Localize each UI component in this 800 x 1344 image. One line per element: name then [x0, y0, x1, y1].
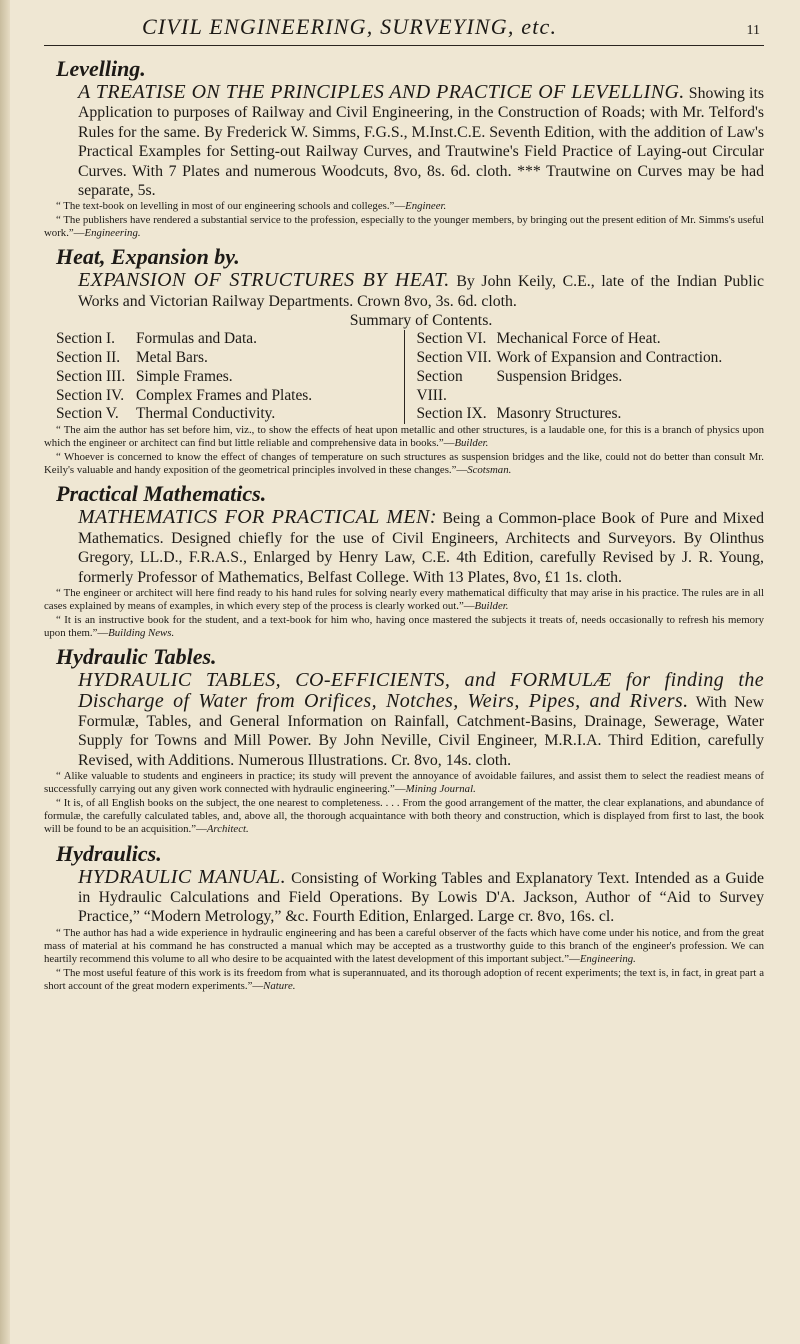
book-description: Being a Common-place Book of Pure and Mixed Mathematics. Designed chiefly for the use of Civil Engineers, Architects and Surveyors. By Olinthus Gregory, LL.D., F.R.A.S., Enlarged by Henry Law, C.E. 4th Edition, carefully Revised by J. R. Young, formerly Professor of Mathematics, Belfast College. With 13 Plates, 8vo, £1 1s. cloth. [78, 510, 764, 586]
section-name: Formulas and Data. [136, 330, 257, 348]
summary-heading: Summary of Contents. [349, 312, 493, 330]
review-text: “ Whoever is concerned to know the effect of changes of temperature on such structures as suspension bridges and the like, could not do better than consult Mr. Keily's valuable and handy exposition of the geometrical principles involved in these changes.”— [44, 450, 764, 477]
review-text: “ The aim the author has set before him, viz., to show the effects of heat upon metallic and other structures, is a laudable one, for this is a branch of physics upon which the engineer or architect can find but little reliable and comprehensive data in books.”— [44, 424, 764, 450]
section-name: Mechanical Force of Heat. [496, 330, 661, 348]
contents-item [56, 405, 404, 424]
book-entry [78, 671, 764, 770]
contents-table [56, 330, 764, 424]
section-hydraulic-tables [44, 644, 764, 837]
review-source: Engineering. [579, 953, 636, 966]
section-number: Section VII. [416, 348, 492, 366]
book-title: EXPANSION OF STRUCTURES BY HEAT. [78, 269, 450, 292]
review [44, 797, 764, 837]
section-heat-expansion [44, 244, 764, 477]
book-description: With New Formulæ, Tables, and General Information on Rainfall, Catchment-Basins, Drainage, Sewerage, Water Supply for Towns and Mill Power. By John Neville, Civil Engineer, M.R.I.A. Third Edition, carefully Revised, with Additions. Numerous Illustrations. Cr. 8vo, 14s. cloth. [78, 693, 765, 769]
book-title: MATHEMATICS FOR PRACTICAL MEN: [78, 506, 437, 529]
review-source: Engineer. [405, 200, 447, 213]
review-source: Scotsman. [467, 464, 512, 477]
review [44, 770, 764, 797]
review-source: Building News. [108, 626, 175, 639]
review [44, 424, 764, 451]
section-number: Section I. [56, 330, 115, 348]
book-entry [78, 271, 764, 311]
contents-item [56, 368, 404, 387]
section-levelling [44, 56, 764, 240]
section-heading: Heat, Expansion by. [56, 244, 240, 270]
contents-item [417, 349, 765, 368]
section-practical-mathematics [44, 481, 764, 640]
review-text: “ The most useful feature of this work is its freedom from what is superannuated, and its thorough adoption of recent experiments; the text is, in fact, in great part a short account of the great modern experiments.”— [44, 966, 764, 993]
running-header [44, 14, 764, 46]
review-text: “ It is, of all English books on the subject, the one nearest to completeness. . . . From the good arrangement of the matter, the clear explanations, and abundance of formulæ, the carefully calculated tables, and, above all, the thorough acquaintance with both theory and construction, which is displayed from first to last, the book will be found to be an acquisition.”— [44, 796, 764, 836]
contents-item [56, 387, 404, 406]
section-name: Masonry Structures. [496, 405, 622, 423]
book-entry [78, 83, 764, 200]
section-number: Section VI. [416, 330, 487, 348]
page-binding-edge [0, 0, 10, 1344]
section-name: Metal Bars. [136, 348, 208, 366]
book-entry [78, 508, 764, 587]
section-heading: Hydraulics. [56, 840, 162, 866]
book-description: Showing its Application to purposes of Railway and Civil Engineering, in the Construction of Roads; with Mr. Telford's Rules for the same. By Frederick W. Simms, F.G.S., M.Inst.C.E. Seventh Edition, with the addition of Law's Practical Examples for Setting-out Railway Curves, and Trautwine's Field Practice of Laying-out Circular Curves. With 7 Plates and numerous Woodcuts, 8vo, 8s. 6d. cloth. *** Trautwine on Curves may be had separate, 5s. [78, 85, 764, 200]
section-number: Section V. [56, 405, 119, 423]
contents-left-column [56, 330, 404, 424]
reviews [44, 424, 764, 477]
reviews [44, 587, 764, 640]
catalogue-page [44, 14, 764, 993]
book-description: Consisting of Working Tables and Explanatory Text. Intended as a Guide in Hydraulic Calculations and Field Operations. By Lowis D'A. Jackson, Author of “Aid to Survey Practice,” “Modern Metrology,” &c. Fourth Edition, Enlarged. Large cr. 8vo, 16s. cl. [78, 869, 765, 926]
review-text: “ The engineer or architect will here find ready to his hand rules for solving nearly every mathematical difficulty that may arise in his practice. The rules are in all cases explained by means of examples, in which every step of the process is clearly worked out.”— [44, 586, 764, 613]
page-number: 11 [746, 23, 760, 38]
review-text: “ The text-book on levelling in most of our engineering schools and colleges.”— [56, 200, 406, 213]
book-title: HYDRAULIC TABLES, CO-EFFICIENTS, and FORMULÆ for finding the Discharge of Water from Orifices, Notches, Weirs, Pipes, and Rivers. [78, 669, 764, 712]
reviews [44, 200, 764, 240]
book-title: A TREATISE ON THE PRINCIPLES AND PRACTICE OF LEVELLING. [78, 81, 685, 103]
review [44, 967, 764, 994]
review [44, 614, 764, 641]
section-number: Section IX. [416, 405, 487, 423]
review-text: “ The publishers have rendered a substantial service to the profession, especially to the younger members, by bringing out the present edition of Mr. Simms's useful work.”— [44, 213, 764, 240]
section-number: Section III. [56, 367, 126, 385]
review-text: “ The author has had a wide experience in hydraulic engineering and has been a careful observer of the facts which have come under his notice, and from the great mass of material at his command he has constructed a manual which may be accepted as a trustworthy guide to this branch of the engineer's profession. We can heartily recommend this volume to all who desire to be acquainted with the latest development of this important subject.”— [44, 926, 764, 966]
book-entry [78, 865, 765, 927]
review [44, 927, 764, 967]
section-name: Work of Expansion and Contraction. [496, 348, 723, 366]
section-heading: Levelling. [56, 56, 146, 81]
reviews [44, 770, 764, 836]
review [44, 214, 764, 241]
section-number: Section II. [56, 348, 121, 366]
section-name: Suspension Bridges. [496, 367, 623, 385]
section-name: Simple Frames. [136, 367, 233, 385]
contents-item [56, 349, 404, 368]
review-source: Builder. [454, 437, 489, 450]
section-heading: Practical Mathematics. [56, 481, 267, 507]
review-text: “ It is an instructive book for the student, and a text-book for him who, having once mastered the subjects it treats of, needs occasionally to refresh his memory upon them.”— [44, 613, 764, 639]
review [44, 200, 764, 213]
section-hydraulics [44, 841, 764, 994]
section-name: Thermal Conductivity. [136, 405, 276, 423]
review [44, 451, 764, 478]
header-title: CIVIL ENGINEERING, SURVEYING, etc. [142, 14, 558, 39]
section-heading: Hydraulic Tables. [56, 644, 217, 670]
review-text: “ Alike valuable to students and engineers in practice; its study will prevent the annoyance of avoidable failures, and assist them to select the readiest means of successfully carrying out any given work connected with hydraulic engineering.”— [44, 770, 764, 796]
book-title: HYDRAULIC MANUAL. [78, 865, 286, 888]
section-name: Complex Frames and Plates. [136, 386, 313, 404]
section-number: Section VIII. [416, 367, 463, 404]
review-source: Mining Journal. [405, 783, 476, 796]
reviews [44, 927, 764, 993]
review-source: Nature. [263, 980, 296, 993]
contents-item [417, 405, 765, 424]
review-source: Builder. [474, 600, 509, 613]
contents-item [56, 330, 404, 349]
review-source: Architect. [206, 823, 249, 836]
review-source: Engineering. [84, 227, 141, 240]
review [44, 587, 764, 614]
book-description: By John Keily, C.E., late of the Indian Public Works and Victorian Railway Departments. Crown 8vo, 3s. 6d. cloth. [78, 273, 764, 310]
contents-item [417, 330, 765, 349]
section-number: Section IV. [56, 386, 125, 404]
contents-right-column [404, 330, 765, 424]
contents-item [417, 368, 765, 406]
